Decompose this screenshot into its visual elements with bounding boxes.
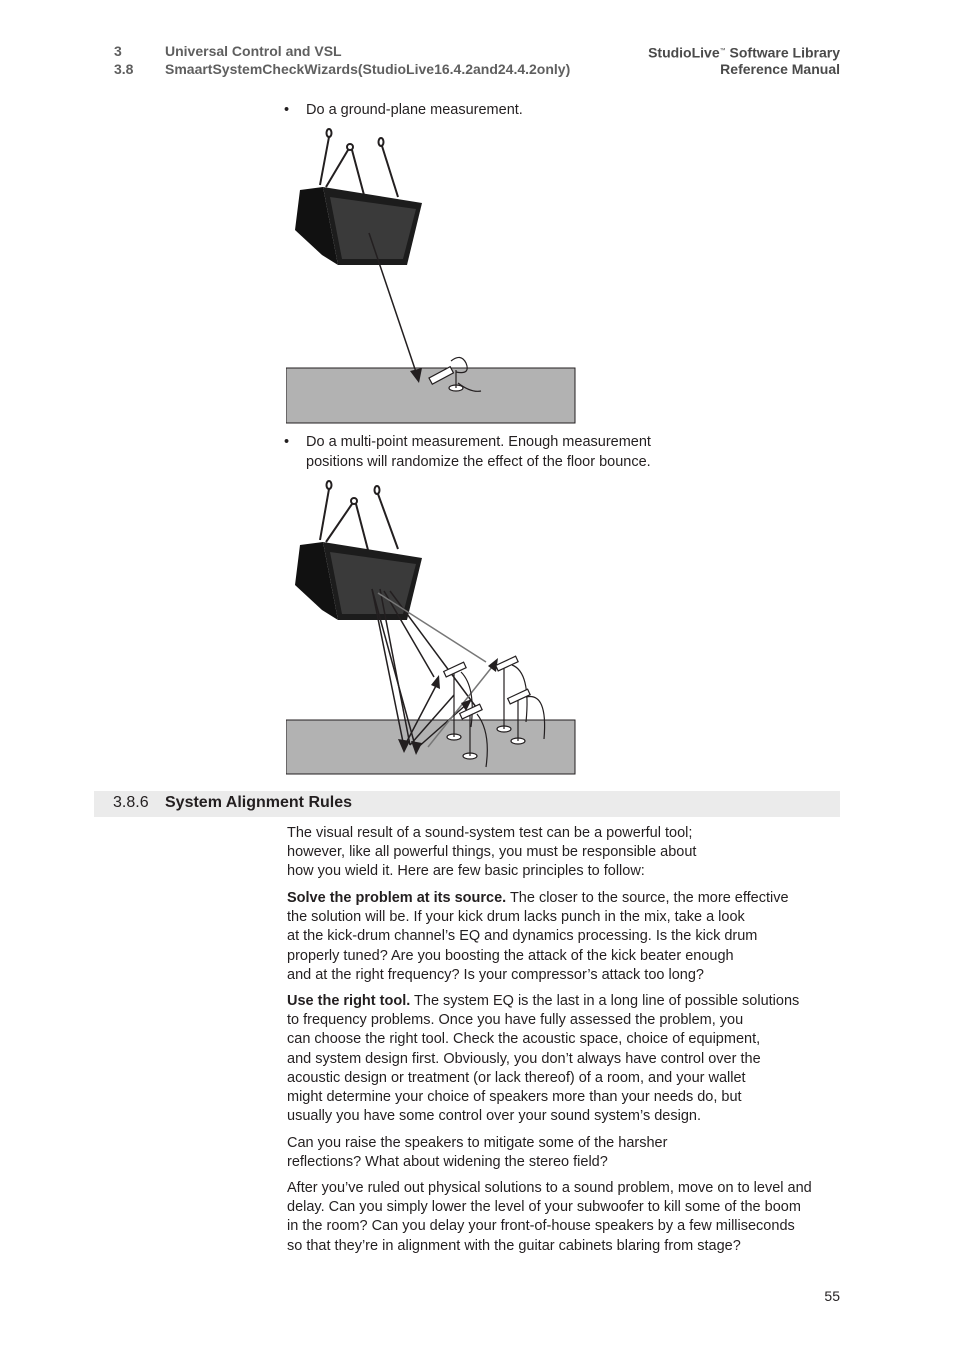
paragraph-line: properly tuned? Are you boosting the attack of the kick beater enough <box>287 947 734 964</box>
page-number: 55 <box>824 1288 840 1304</box>
section-title: System Alignment Rules <box>165 794 353 811</box>
header-trademark: ™ <box>719 48 726 54</box>
paragraph-first-line <box>287 992 832 1011</box>
header-product-name: StudioLive <box>648 44 720 61</box>
header-chapter-title: Universal Control and VSL <box>165 43 342 59</box>
paragraph-line: can choose the right tool. Check the acoustic space, choice of equipment, <box>287 1031 761 1048</box>
paragraph-line: the solution will be. If your kick drum lacks punch in the mix, take a look <box>287 909 745 926</box>
header-product <box>648 42 840 62</box>
floor-plane <box>286 368 575 423</box>
paragraph-first-rest: The closer to the source, the more effective <box>506 890 789 906</box>
header-manual: Reference Manual <box>720 61 840 77</box>
section-number: 3.8.6 <box>113 794 149 811</box>
rigging-icon <box>320 481 398 550</box>
paragraph-right-tool <box>287 992 832 1126</box>
paragraph-intro <box>287 824 832 882</box>
paragraph-line: After you’ve ruled out physical solutions to a sound problem, move on to level and <box>287 1180 812 1196</box>
bullet-text-line-2: positions will randomize the effect of the floor bounce. <box>306 454 651 470</box>
bullet-text-line-1: Do a multi-point measurement. Enough measurement <box>306 434 651 450</box>
paragraph-first-line <box>287 889 832 908</box>
paragraph-line: how you wield it. Here are few basic principles to follow: <box>287 863 645 880</box>
ground-plane-figure <box>286 125 578 425</box>
speaker-cabinet-icon <box>295 187 422 265</box>
paragraph-first-rest: The system EQ is the last in a long line of possible solutions <box>410 993 800 1009</box>
header-product-suffix: Software Library <box>725 44 840 61</box>
paragraph-line: and at the right frequency? Is your compressor’s attack too long? <box>287 966 704 983</box>
paragraph-line: acoustic design or treatment (or lack thereof) of a room, and your wallet <box>287 1069 746 1086</box>
bullet-multi-point <box>284 433 714 473</box>
bullet-marker: • <box>284 102 290 118</box>
header-section-title: SmaartSystemCheckWizards(StudioLive16.4.2and24.4.2only) <box>165 61 571 77</box>
rigging-icon <box>320 129 398 197</box>
paragraph-line: The visual result of a sound-system test can be a powerful tool; <box>287 825 693 841</box>
paragraph-solve-at-source <box>287 889 832 985</box>
paragraph-line: and system design first. Obviously, you don’t always have control over the <box>287 1050 761 1067</box>
paragraph-line: to frequency problems. Once you have fully assessed the problem, you <box>287 1012 744 1029</box>
paragraph-line: might determine your choice of speakers more than your needs do, but <box>287 1089 742 1106</box>
paragraph-line: at the kick-drum channel’s EQ and dynamics processing. Is the kick drum <box>287 928 758 945</box>
paragraph-line: in the room? Can you delay your front-of-house speakers by a few milliseconds <box>287 1218 795 1235</box>
paragraph-level-and-delay <box>287 1179 832 1256</box>
paragraph-raise-speakers <box>287 1134 832 1172</box>
header-section-number: 3.8 <box>114 61 134 77</box>
paragraph-lead: Solve the problem at its source. <box>287 890 507 906</box>
paragraph-line: Can you raise the speakers to mitigate some of the harsher <box>287 1135 668 1151</box>
paragraph-line: delay. Can you simply lower the level of your subwoofer to kill some of the boom <box>287 1199 801 1216</box>
header-chapter-number: 3 <box>114 43 122 59</box>
paragraph-line: so that they’re in alignment with the guitar cabinets blaring from stage? <box>287 1237 741 1254</box>
paragraph-lead: Use the right tool. <box>287 993 411 1009</box>
bullet-text: Do a ground-plane measurement. <box>306 102 523 118</box>
multi-point-figure <box>286 477 578 777</box>
floor-plane <box>286 720 575 774</box>
bullet-marker: • <box>284 434 290 450</box>
paragraph-line: usually you have some control over your sound system’s design. <box>287 1108 702 1125</box>
paragraph-line: however, like all powerful things, you must be responsible about <box>287 844 697 861</box>
section-heading <box>94 791 840 817</box>
paragraph-line: reflections? What about widening the stereo field? <box>287 1154 608 1171</box>
bullet-ground-plane <box>284 101 704 121</box>
